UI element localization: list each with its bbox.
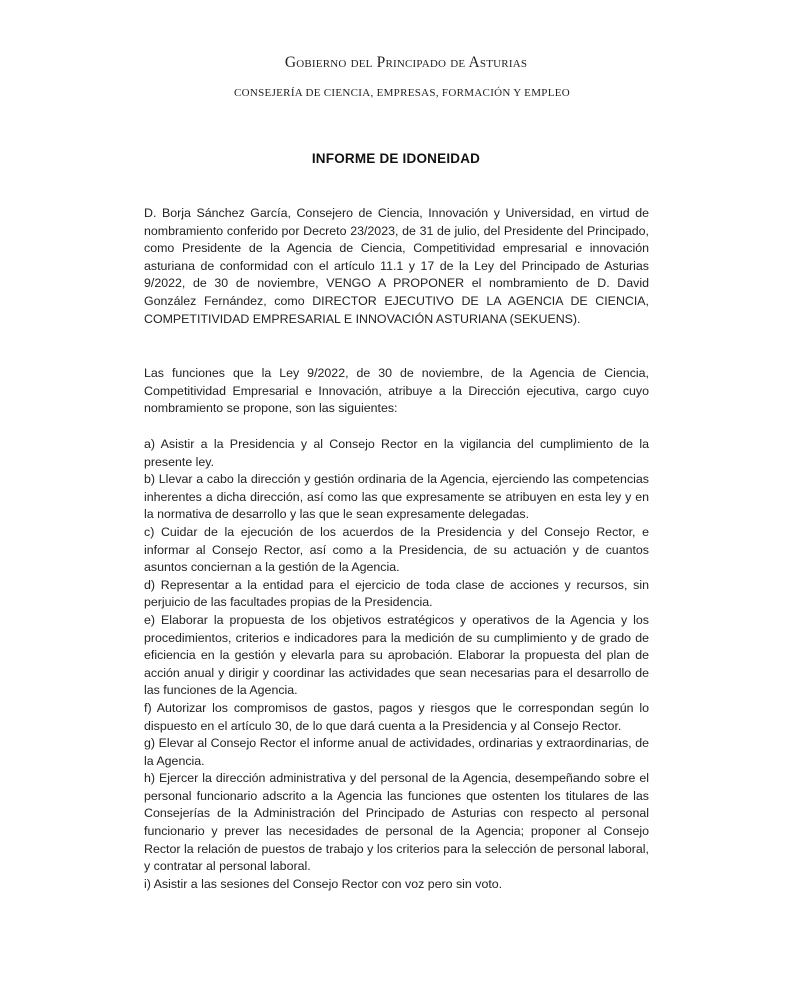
proposal-text: D. Borja Sánchez García, Consejero de Ciencia, Innovación y Universidad, en virtud de nombramiento conferido por Decreto 23/2023, de 31 de julio, del Presidente del Principado, como Presidente de la Agencia de Ciencia, Competitividad empresarial e innovación asturiana de conformidad con el artículo 11.1 y 17 de la Ley del Principado de Asturias 9/2022, de 30 de noviembre, VENGO A PROPONER el nombramiento de D. David González Fernández, como DIRECTOR EJECUTIVO DE LA AGENCIA DE CIENCIA, COMPETITIVIDAD EMPRESARIAL E INNOVACIÓN ASTURIANA (SEKUENS).: [144, 206, 649, 326]
functions-list: [144, 436, 649, 893]
function-item-g: g) Elevar al Consejo Rector el informe anual de actividades, ordinarias y extraordinarias, de la Agencia.: [144, 736, 649, 768]
consejeria-header: CONSEJERÍA DE CIENCIA, EMPRESAS, FORMACIÓN Y EMPLEO: [234, 87, 570, 99]
function-item-a: a) Asistir a la Presidencia y al Consejo Rector en la vigilancia del cumplimiento de la presente ley.: [144, 437, 649, 469]
function-item-e: e) Elaborar la propuesta de los objetivos estratégicos y operativos de la Agencia y los procedimientos, criterios e indicadores para la medición de su cumplimiento y de grado de eficiencia en la gestión y elevarla para su aprobación. Elaborar la propuesta del plan de acción anual y dirigir y coordinar las actividades que sean necesarias para el desarrollo de las funciones de la Agencia.: [144, 612, 649, 698]
function-item-c: c) Cuidar de la ejecución de los acuerdos de la Presidencia y del Consejo Rector, e informar al Consejo Rector, así como a la Presidencia, de su actuación y de cuantos asuntos conciernan a la gestión de la Agencia.: [144, 524, 649, 575]
document-title: INFORME DE IDONEIDAD: [311, 151, 481, 166]
government-header: Gobierno del Principado de Asturias: [284, 54, 528, 71]
functions-intro-paragraph: [144, 365, 649, 418]
functions-intro-text: Las funciones que la Ley 9/2022, de 30 de noviembre, de la Agencia de Ciencia, Competitividad Empresarial e Innovación, atribuye a la Dirección ejecutiva, cargo cuyo nombramiento se propone, son las siguientes:: [144, 366, 649, 416]
proposal-paragraph: [144, 205, 649, 328]
function-item-b: b) Llevar a cabo la dirección y gestión ordinaria de la Agencia, ejerciendo las competencias inherentes a dicha dirección, así como las que expresamente se atribuyen en esta ley y en la normativa de desarrollo y las que le sean expresamente delegadas.: [144, 472, 649, 522]
function-item-f: f) Autorizar los compromisos de gastos, pagos y riesgos que le correspondan según lo dispuesto en el artículo 30, de lo que dará cuenta a la Presidencia y al Consejo Rector.: [144, 700, 649, 733]
function-item-i: i) Asistir a las sesiones del Consejo Rector con voz pero sin voto.: [144, 876, 503, 891]
function-item-d: d) Representar a la entidad para el ejercicio de toda clase de acciones y recursos, sin perjuicio de las facultades propias de la Presidencia.: [144, 577, 649, 610]
function-item-h: h) Ejercer la dirección administrativa y del personal de la Agencia, desempeñando sobre el personal funcionario adscrito a la Agencia las funciones que ostenten los titulares de las Consejerías de la Administración del Principado de Asturias con respecto al personal funcionario y prever las necesidades de personal de la Agencia; proponer al Consejo Rector la relación de puestos de trabajo y los criterios para la selección de personal laboral, y contratar al personal laboral.: [144, 771, 649, 874]
